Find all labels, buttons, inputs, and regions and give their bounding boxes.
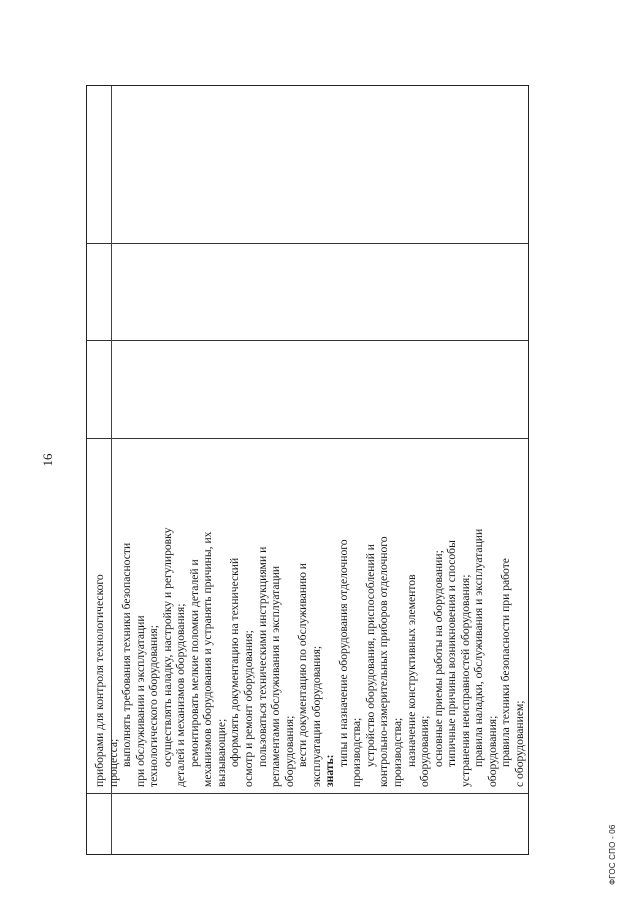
text-line: производства;: [391, 717, 405, 787]
text-line: оборудования;: [282, 715, 296, 787]
competency-text-cell: [87, 439, 528, 793]
text-line: механизмов оборудования и устранять причины, их: [201, 531, 215, 787]
footer-code: ФГОС СПО - 06: [608, 824, 617, 885]
text-line: основные приемы работы на оборудовании;: [431, 550, 445, 767]
page-number: 16: [40, 453, 55, 467]
column-divider: [87, 340, 528, 341]
text-line: устранения неисправностей оборудования;: [458, 574, 472, 787]
text-line: при обслуживании и эксплуатации: [133, 615, 147, 787]
text-line: устройство оборудования, приспособлений и: [363, 544, 377, 767]
text-line: вызывающие;: [214, 718, 228, 787]
text-line: назначение конструктивных элементов: [404, 574, 418, 767]
text-line: приборами для контроля технологического: [93, 574, 106, 787]
competency-code-cell: [87, 85, 528, 243]
text-line: эксплуатации оборудования;: [309, 645, 323, 787]
text-line: типичные причины возникновения и способы: [445, 540, 459, 767]
text-line: правила наладки, обслуживания и эксплуатации: [472, 528, 486, 767]
text-line: процесса;: [106, 738, 120, 787]
column-divider: [87, 243, 528, 244]
text-line: технологического оборудования;: [147, 625, 161, 787]
text-line: производства;: [350, 717, 364, 787]
text-line: типы и назначение оборудования отделочного: [336, 539, 350, 767]
text-line: выполнять требования техники безопасности: [120, 542, 134, 767]
rotated-page: [0, 55, 640, 885]
text-line: деталей и механизмов оборудования;: [174, 603, 188, 787]
text-line: регламентами обслуживания и эксплуатации: [269, 565, 283, 787]
text-line: оборудования;: [418, 715, 432, 787]
text-line: знать:: [323, 754, 337, 787]
text-line: ремонтировать мелкие поломки деталей и: [187, 559, 201, 767]
text-line: пользоваться техническими инструкциями и: [255, 546, 269, 767]
text-line: вести документацию по обслуживанию и: [296, 562, 310, 767]
competency-text: [93, 387, 527, 787]
text-line: контрольно-измерительных приборов отделочного: [377, 536, 391, 787]
column-divider: [87, 793, 528, 794]
discipline-cell: [87, 245, 528, 340]
text-line: с оборудованием;: [512, 700, 526, 787]
text-line: оборудования;: [485, 715, 499, 787]
text-line: осмотр и ремонт оборудования;: [242, 630, 256, 787]
hours-cell: [87, 342, 528, 438]
text-line: правила техники безопасности при работе: [499, 558, 513, 767]
text-line: осуществлять наладку, настройку и регулировку: [160, 527, 174, 767]
text-line: оформлять документацию на технический: [228, 557, 242, 767]
competency-table: [86, 85, 529, 855]
